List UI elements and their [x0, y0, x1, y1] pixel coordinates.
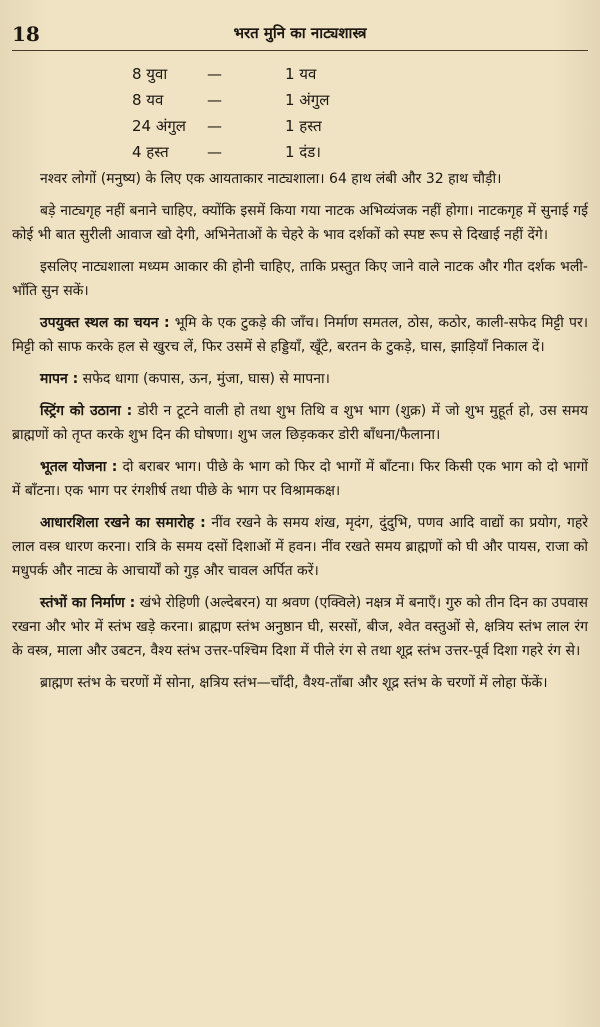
table-cell-quantity: 4 हस्त	[132, 143, 169, 161]
paragraph-foundation-ceremony	[12, 511, 588, 583]
table-cell-quantity: 24 अंगुल	[132, 117, 186, 135]
table-row	[132, 87, 588, 113]
paragraph-text: बड़े नाट्यगृह नहीं बनाने चाहिए, क्योंकि इसमें किया गया नाटक अभिव्यंजक नहीं होगा। नाटकगृह में सुनाई गई कोई भी बात सुरीली आवाज खो देगी, अभिनेताओं के चेहरे के भाव दर्शकों को स्पष्ट रूप से दिखाई नहीं देंगे।	[12, 203, 588, 243]
section-term: मापन :	[40, 371, 79, 387]
paragraph-pillar-metals	[12, 671, 588, 695]
table-cell-dash: —	[207, 117, 222, 135]
table-cell-dash: —	[207, 91, 222, 109]
section-term: स्ट्रिंग को उठाना :	[40, 403, 133, 419]
paragraph-large-theatre-warning	[12, 199, 588, 247]
page-number: 18	[12, 22, 40, 46]
table-cell-quantity: 8 यव	[132, 91, 164, 109]
paragraph-text: नश्वर लोगों (मनुष्य) के लिए एक आयताकार नाट्यशाला। 64 हाथ लंबी और 32 हाथ चौड़ी।	[40, 171, 502, 187]
paragraph-text: खंभे रोहिणी (अल्देबरन) या श्रवण (एक्विले) नक्षत्र में बनाएँ। गुरु को तीन दिन का उपवास रखना और भोर में स्तंभ खड़े करना। ब्राह्मण स्तंभ अनुष्ठान घी, सरसों, बीज, श्वेत वस्तुओं से, क्षत्रिय स्तंभ लाल रंग के वस्त्र, माला और उबटन, वैश्य स्तंभ उत्तर-पश्चिम दिशा में पीले रंग से तथा शूद्र स्तंभ उत्तर-पूर्व दिशा गहरे रंग से।	[12, 595, 589, 659]
paragraph-text: भूमि के एक टुकड़े की जाँच। निर्माण समतल, ठोस, कठोर, काली-सफेद मिट्टी पर। मिट्टी को साफ करके हल से खुरच लें, फिर उसमें से हड्डियाँ, खूँटे, बरतन के टुकड़े, घास, झाड़ियाँ निकाल दें।	[12, 315, 588, 355]
paragraph-site-selection	[12, 311, 588, 359]
paragraph-text: सफेद धागा (कपास, ऊन, मुंजा, घास) से मापना।	[78, 371, 330, 387]
table-row	[132, 61, 588, 87]
table-cell-equivalent: 1 यव	[285, 65, 317, 83]
paragraph-text: ब्राह्मण स्तंभ के चरणों में सोना, क्षत्रिय स्तंभ—चाँदी, वैश्य-ताँबा और शूद्र स्तंभ के चरणों में लोहा फेंकें।	[40, 675, 548, 691]
section-term: स्तंभों का निर्माण :	[40, 595, 136, 611]
table-cell-equivalent: 1 अंगुल	[285, 91, 330, 109]
table-cell-dash: —	[207, 143, 222, 161]
table-row	[132, 139, 588, 165]
running-title: भरत मुनि का नाट्यशास्त्र	[233, 24, 367, 42]
paragraph-theatre-dimensions	[12, 167, 588, 191]
table-row	[132, 113, 588, 139]
table-cell-dash: —	[207, 65, 222, 83]
paragraph-text: डोरी न टूटने वाली हो तथा शुभ तिथि व शुभ भाग (शुक्र) में जो शुभ मुहूर्त हो, उस समय ब्राह्मणों को तृप्त करके शुभ दिन की घोषणा। शुभ जल छिड़ककर डोरी बाँधना/फैलाना।	[12, 403, 588, 443]
table-cell-equivalent: 1 हस्त	[285, 117, 322, 135]
table-cell-quantity: 8 युवा	[132, 65, 168, 83]
section-term: उपयुक्त स्थल का चयन :	[40, 315, 170, 331]
section-term: भूतल योजना :	[40, 459, 118, 475]
paragraph-pillar-construction	[12, 591, 588, 663]
paragraph-string-raising	[12, 399, 588, 447]
paragraph-text: नींव रखने के समय शंख, मृदंग, दुंदुभि, पणव आदि वाद्यों का प्रयोग, गहरे लाल वस्त्र धारण करना। रात्रि के समय दसों दिशाओं में हवन। नींव रखते समय ब्राह्मणों को घी और पायस, राजा को मधुपर्क और नाट्य के आचार्यों को गुड़ और चावल अर्पित करें।	[12, 515, 588, 579]
paragraph-text: इसलिए नाट्यशाला मध्यम आकार की होनी चाहिए, ताकि प्रस्तुत किए जाने वाले नाटक और गीत दर्शक भली-भाँति सुन सकें।	[12, 259, 588, 299]
page-header	[12, 20, 588, 51]
section-term: आधारशिला रखने का समारोह :	[40, 515, 206, 531]
paragraph-measurement	[12, 367, 588, 391]
paragraph-medium-size	[12, 255, 588, 303]
table-cell-equivalent: 1 दंड।	[285, 143, 321, 161]
measurement-table	[132, 61, 588, 165]
paragraph-text: दो बराबर भाग। पीछे के भाग को फिर दो भागों में बाँटना। फिर किसी एक भाग को दो भागों में बाँटना। एक भाग पर रंगशीर्ष तथा पीछे के भाग पर विश्रामकक्ष।	[12, 459, 588, 499]
paragraph-ground-plan	[12, 455, 588, 503]
